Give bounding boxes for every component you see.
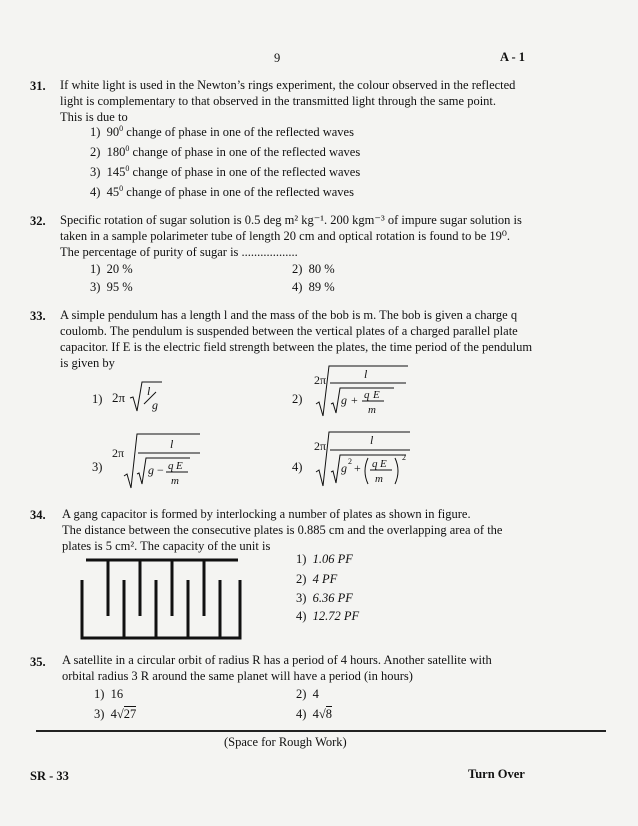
option-number: 4): [292, 280, 303, 294]
option-text: 20 %: [106, 262, 133, 276]
gravity-symbol: g: [148, 463, 154, 477]
option-text: change of phase in one of the reflected waves: [129, 145, 361, 160]
radical-sign: √: [116, 707, 124, 721]
q32-option-2[interactable]: [292, 262, 335, 277]
question-number-35: 35.: [30, 655, 46, 669]
q31-line-2: light is complementary to that observed in the transmitted light through the same point.: [60, 94, 497, 108]
gang-capacitor-figure: [78, 556, 248, 646]
q31-option-1[interactable]: [90, 124, 354, 140]
option-number: 4): [296, 609, 307, 623]
mass-symbol: m: [368, 404, 376, 416]
mass-symbol: m: [171, 475, 179, 487]
option-number: 1): [90, 262, 101, 276]
question-number-34: 34.: [30, 508, 46, 522]
radicand: 27: [123, 707, 137, 721]
q33-line-4: is given by: [60, 356, 115, 370]
q31-line-1: If white light is used in the Newton’s rings experiment, the colour observed in the reflected: [60, 78, 516, 92]
q35-option-3[interactable]: [94, 707, 136, 722]
q32-option-4[interactable]: [292, 280, 335, 295]
degree-mark: 0: [119, 124, 124, 133]
option-number: 3): [94, 707, 105, 721]
charge-symbol: q: [364, 389, 370, 401]
q34-line-3: plates is 5 cm². The capacity of the unit is: [62, 539, 271, 553]
two-pi: 2π: [112, 390, 126, 405]
length-symbol: l: [364, 367, 368, 381]
q35-line-2: orbital radius 3 R around the same planet will have a period (in hours): [62, 669, 413, 683]
q32-option-1[interactable]: [90, 262, 133, 277]
q33-option-1-formula: [112, 378, 172, 418]
plus-sign: +: [354, 461, 361, 475]
length-symbol: l: [170, 437, 174, 451]
length-symbol: l: [147, 384, 151, 398]
length-symbol: l: [370, 433, 374, 447]
gravity-symbol: g: [341, 393, 347, 407]
page-number: 9: [274, 51, 281, 65]
q33-option-2-number[interactable]: 2): [292, 392, 303, 406]
q35-option-4[interactable]: [296, 707, 332, 722]
minus-sign: −: [157, 463, 164, 477]
q32-option-3[interactable]: [90, 280, 133, 295]
radicand: 8: [325, 707, 333, 721]
option-text: 1.06 PF: [312, 552, 353, 566]
q33-option-2-formula: [306, 360, 416, 420]
option-number: 2): [296, 572, 307, 586]
radical-sign: √: [318, 707, 326, 721]
q35-line-1: A satellite in a circular orbit of radius R has a period of 4 hours. Another satellite with: [62, 653, 492, 667]
q33-option-1-number[interactable]: 1): [92, 392, 103, 406]
question-number-31: 31.: [30, 79, 46, 93]
option-number: 4): [296, 707, 307, 721]
footer-code: SR - 33: [30, 769, 69, 783]
lower-bus-frame: [82, 580, 240, 638]
q33-option-4-formula: [306, 426, 418, 492]
q32-line-3: The percentage of purity of sugar is ..................: [60, 245, 298, 259]
degree-value: 45: [106, 185, 120, 200]
squared-exponent: 2: [402, 453, 406, 462]
plus-sign: +: [351, 393, 358, 407]
question-number-32: 32.: [30, 214, 46, 228]
option-text: 95 %: [106, 280, 133, 294]
option-number: 2): [292, 262, 303, 276]
field-symbol: E: [380, 458, 387, 470]
option-text: 16: [110, 687, 124, 701]
q34-option-4[interactable]: [296, 609, 359, 624]
field-symbol: E: [373, 389, 380, 401]
left-parenthesis: [365, 458, 368, 484]
option-number: 1): [90, 125, 101, 140]
q33-line-3: capacitor. If E is the electric field strength between the plates, the time period of the pendulum: [60, 340, 533, 354]
q31-option-4[interactable]: [90, 184, 354, 200]
lower-plates: [82, 580, 240, 638]
q34-option-3[interactable]: [296, 591, 353, 606]
squared-exponent: 2: [348, 457, 352, 466]
q32-line-1: Specific rotation of sugar solution is 0.5 deg m² kg⁻¹. 200 kgm⁻³ of impure sugar solution is: [60, 213, 522, 227]
upper-plates: [86, 560, 238, 616]
option-number: 3): [90, 165, 101, 180]
option-number: 4): [90, 185, 101, 200]
q33-option-4-number[interactable]: 4): [292, 460, 303, 474]
charge-symbol: q: [168, 460, 174, 472]
paper-code: A - 1: [500, 50, 525, 64]
degree-value: 145: [106, 165, 126, 180]
degree-mark: 0: [125, 164, 130, 173]
option-text: 4: [312, 687, 319, 701]
two-pi: 2π: [314, 439, 327, 453]
option-text: 6.36 PF: [312, 591, 353, 605]
q31-line-3: This is due to: [60, 110, 128, 124]
degree-value: 90: [106, 125, 120, 140]
coefficient: 4: [312, 707, 319, 721]
option-number: 1): [94, 687, 105, 701]
field-symbol: E: [176, 460, 183, 472]
q31-option-2[interactable]: [90, 144, 360, 160]
q34-line-1: A gang capacitor is formed by interlocking a number of plates as shown in figure.: [62, 507, 471, 521]
option-text: change of phase in one of the reflected waves: [129, 165, 361, 180]
two-pi: 2π: [112, 446, 125, 460]
q33-option-3-formula: [104, 428, 204, 490]
q34-line-2: The distance between the consecutive plates is 0.885 cm and the overlapping area of the: [62, 523, 503, 537]
outer-radical-sign: [124, 434, 200, 488]
option-number: 1): [296, 552, 307, 566]
q33-option-3-number[interactable]: 3): [92, 460, 103, 474]
option-number: 3): [296, 591, 307, 605]
option-number: 3): [90, 280, 101, 294]
option-text: 89 %: [308, 280, 335, 294]
q35-option-2[interactable]: [296, 687, 319, 702]
option-text: change of phase in one of the reflected waves: [123, 125, 354, 140]
q32-line-2: taken in a sample polarimeter tube of length 20 cm and optical rotation is found to be 19⁰.: [60, 229, 511, 243]
degree-mark: 0: [119, 184, 124, 193]
outer-radical-sign: [316, 366, 408, 416]
option-text: 80 %: [308, 262, 335, 276]
option-number: 2): [296, 687, 307, 701]
two-pi: 2π: [314, 373, 327, 387]
degree-value: 180: [106, 145, 126, 160]
degree-mark: 0: [125, 144, 130, 153]
coefficient: 4: [110, 707, 117, 721]
q33-line-1: A simple pendulum has a length l and the mass of the bob is m. The bob is given a charge q: [60, 308, 518, 322]
question-number-33: 33.: [30, 309, 46, 323]
option-text: 12.72 PF: [312, 609, 360, 623]
rough-work-divider: [36, 730, 606, 732]
option-text: 4 PF: [312, 572, 338, 586]
turn-over-label: Turn Over: [468, 767, 525, 781]
charge-symbol: q: [372, 458, 378, 470]
mass-symbol: m: [375, 473, 383, 485]
q31-option-3[interactable]: [90, 164, 360, 180]
option-text: change of phase in one of the reflected waves: [123, 185, 354, 200]
gravity-symbol: g: [341, 461, 347, 475]
right-parenthesis: [395, 458, 398, 484]
rough-work-label: (Space for Rough Work): [224, 735, 347, 749]
q33-line-2: coulomb. The pendulum is suspended between the vertical plates of a charged parallel plate: [60, 324, 518, 338]
q34-option-2[interactable]: [296, 572, 337, 587]
gravity-symbol: g: [152, 398, 158, 412]
q34-option-1[interactable]: [296, 552, 353, 567]
q35-option-1[interactable]: [94, 687, 123, 702]
option-number: 2): [90, 145, 101, 160]
